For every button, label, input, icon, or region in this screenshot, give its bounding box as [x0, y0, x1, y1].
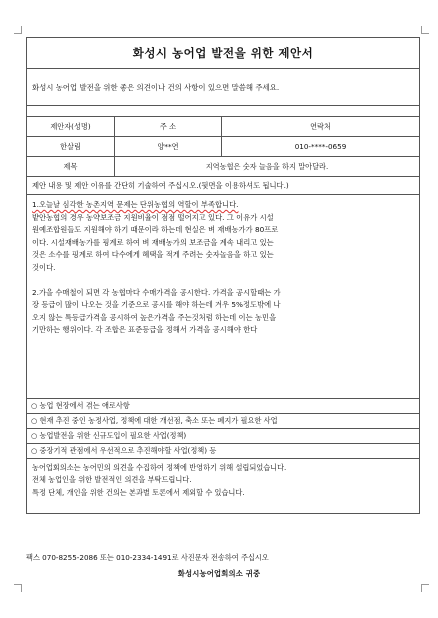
issue-item: ○ 현재 추진 중인 농정사업, 정책에 대한 개선점, 축소 또는 폐지가 필요한 사업: [27, 414, 419, 429]
issue-item: ○ 농업 현장에서 겪는 애로사항: [27, 399, 419, 414]
body-line: 기만하는 행위이다. 각 조합은 표준등급을 정해서 가격을 공시해야 한다: [32, 325, 258, 335]
body-line: 이다. 시설재배농가를 핑계로 하여 벼 재배농가의 보조금을 계속 내리고 있는: [32, 237, 274, 247]
crop-mark-bottom-right: [421, 584, 429, 592]
body-line: 밭안농협의 경우 농약보조금 지원비율이 점점 떨어지고 있다. 그 이유가 시설: [32, 212, 274, 222]
address-header: 주 소: [115, 117, 222, 136]
contact-header: 연락처: [310, 121, 331, 131]
name-cell[interactable]: 양**연: [115, 137, 222, 156]
proposer-header: 제안자(성명): [27, 117, 115, 136]
crop-mark-top-left: [14, 26, 22, 34]
crop-mark-top-right: [421, 26, 429, 34]
notice-line: 농어업회의소는 농어민의 의견을 수집하여 정책에 반영하기 위해 설립되었습니다.: [32, 463, 287, 472]
intro-text: 화성시 농어업 발전을 위한 좋은 의견이나 건의 사항이 있으면 말씀해 주세요.: [27, 69, 419, 106]
body-line: 것은 소수를 핑계로 하여 다수에게 혜택을 적게 주려는 숫자놀음을 하고 있는: [32, 250, 274, 260]
contact-instructions: 팩스 070-8255-2086 또는 010-2334-1491로 사진문자 전송하여 주십시오: [26, 553, 269, 562]
proposal-body[interactable]: [27, 195, 419, 399]
notice-box: [27, 459, 419, 513]
body-line: 2.가을 수매철이 되면 각 농협마다 수매가격을 공시한다. 가격을 공시할때는 가: [32, 287, 281, 297]
form-title: 화성시 농어업 발전을 위한 제안서: [27, 38, 419, 69]
body-line: 원예조합원들도 지원해야 하기 때문이라 하는데 현실은 벼 재배농가가 80프로: [32, 225, 279, 235]
issue-item: ○ 농업발전을 위한 신규도입이 필요한 사업(정책): [27, 429, 419, 444]
organization-name: 화성시농어업회의소 귀중: [177, 569, 261, 578]
body-line: 것이다.: [32, 262, 56, 272]
issue-item: ○ 중장기적 관점에서 우선적으로 추진해야할 사업(정책) 등: [27, 444, 419, 459]
spacer-row: [27, 106, 419, 117]
notice-line: 전체 농업인을 위한 발전적인 의견을 부탁드립니다.: [32, 475, 192, 485]
proposer-row: [27, 137, 419, 157]
subject-row: [27, 157, 419, 177]
proposal-form: [26, 37, 420, 514]
subject-label: 제목: [27, 157, 115, 176]
body-line: 1.오늘날 심각한 농촌지역 문제는 단위농협의 역할이 부족합니다.: [32, 200, 239, 209]
crop-mark-bottom-left: [14, 584, 22, 592]
notice-line: 특정 단체, 개인을 위한 건의는 본과별 토론에서 제외할 수 있습니다.: [32, 487, 245, 497]
header-row: [27, 117, 419, 137]
body-line: 오지 않는 특등급가격을 공시하여 높은가격을 주는것처럼 하는데 이는 농민을: [32, 312, 277, 322]
instructions: 제안 내용 및 제안 이유를 간단히 기술하여 주십시오.(뒷면을 이용하셔도 됩니다.): [27, 177, 419, 195]
phone-cell[interactable]: 010-****-0659: [294, 142, 347, 151]
affiliation-cell[interactable]: 한살림: [27, 137, 115, 156]
body-line: 장 등급이 많이 나오는 것을 기준으로 공시를 해야 하는데 겨우 5%정도밖에 나: [32, 300, 281, 310]
subject-value[interactable]: 지역농협은 숫자 늘음을 하지 말아달라.: [205, 161, 329, 171]
